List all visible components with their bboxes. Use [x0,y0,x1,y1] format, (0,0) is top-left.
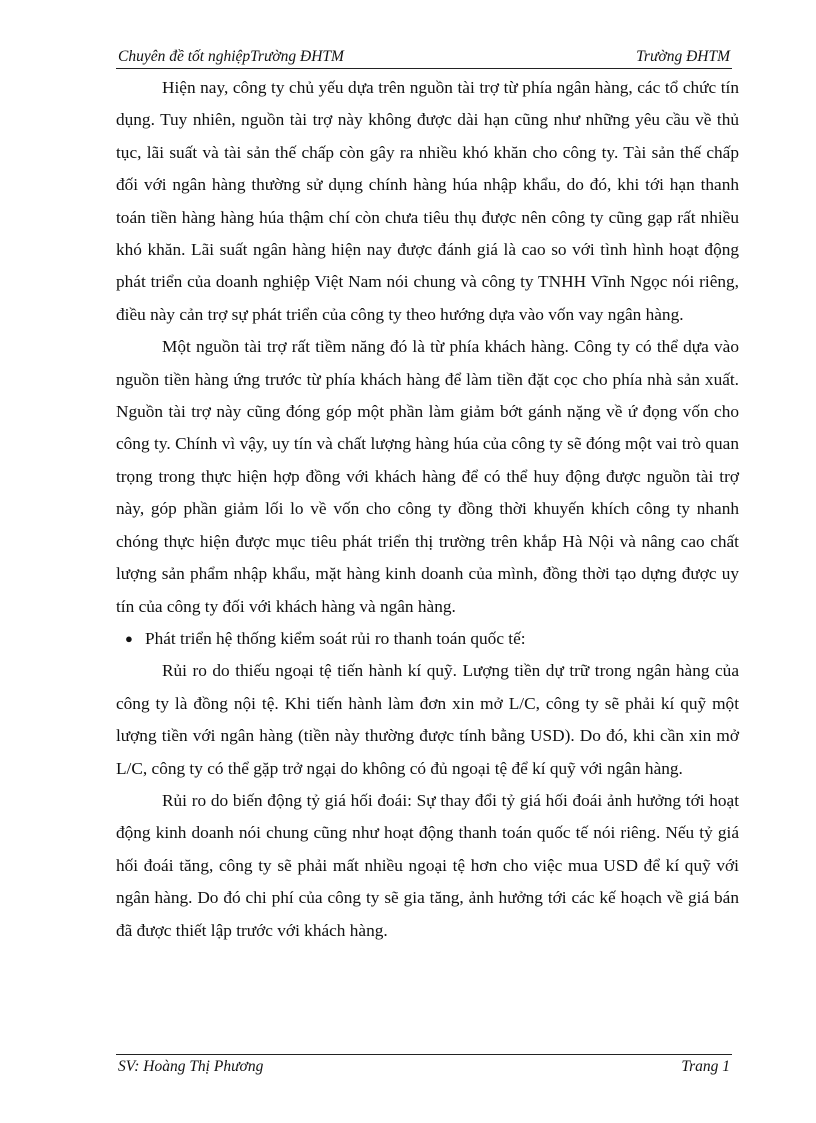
footer-student: SV: Hoàng Thị Phương [118,1058,264,1075]
paragraph-risk-exchange-rate: Rủi ro do biến động tỷ giá hối đoái: Sự thay đổi tỷ giá hối đoái ảnh hưởng tới hoạt động kinh doanh nói chung cũng như hoạt động thanh toán quốc tế nói riêng. Nếu tỷ giá hối đoái tăng, công ty sẽ phải mất nhiều ngoại tệ hơn cho việc mua USD để kí quỹ với ngân hàng. Do đó chi phí của công ty sẽ gia tăng, ảnh hưởng tới các kế hoạch về giá bán đã được thiết lập trước với khách hàng. [116,790,739,940]
page-footer [116,1054,732,1075]
page-header [116,46,732,69]
bullet-dot-icon: ● [125,630,133,646]
bullet-item [116,623,739,655]
header-title: Chuyên đề tốt nghiệpTrường ĐHTM [118,48,344,65]
bullet-text: Phát triển hệ thống kiểm soát rủi ro thanh toán quốc tế: [145,628,526,648]
paragraph-funding-banks: Hiện nay, công ty chủ yếu dựa trên nguồn tài trợ từ phía ngân hàng, các tổ chức tín dụng. Tuy nhiên, nguồn tài trợ này không được dài hạn cũng như những yêu cầu về thủ tục, lãi suất và tài sản thế chấp còn gây ra nhiều khó khăn cho công ty. Tài sản thế chấp đối với ngân hàng thường sử dụng chính hàng húa nhập khẩu, do đó, khi tới hạn thanh toán tiền hàng hàng húa thậm chí còn chưa tiêu thụ được nên công ty cũng gạp rất nhiều khó khăn. Lãi suất ngân hàng hiện nay được đánh giá là cao so với tình hình hoạt động phát triển của doanh nghiệp Việt Nam nói chung và công ty TNHH Vĩnh Ngọc nói riêng, điều này cản trợ sự phát triển của công ty theo hướng dựa vào vốn vay ngân hàng. [116,78,739,324]
footer-page-number: Trang 1 [681,1058,730,1075]
document-body [116,72,739,947]
header-school: Trường ĐHTM [636,48,730,65]
paragraph-risk-currency: Rủi ro do thiếu ngoại tệ tiến hành kí quỹ. Lượng tiền dự trữ trong ngân hàng của công ty là đồng nội tệ. Khi tiến hành làm đơn xin mở L/C, công ty sẽ phải kí quỹ một lượng tiền với ngân hàng (tiền này thường được tính bằng USD). Do đó, khi cần xin mở L/C, công ty có thể gặp trở ngại do không có đủ ngoại tệ để kí quỹ với ngân hàng. [116,661,739,778]
paragraph-funding-customers: Một nguồn tài trợ rất tiềm năng đó là từ phía khách hàng. Công ty có thể dựa vào nguồn tiền hàng ứng trước từ phía khách hàng để làm tiền đặt cọc cho phía nhà sản xuất. Nguồn tài trợ này cũng đóng góp một phần làm giảm bớt gánh nặng về ứ đọng vốn cho công ty. Chính vì vậy, uy tín và chất lượng hàng húa của công ty sẽ đóng một vai trò quan trọng trong thực hiện hợp đồng với khách hàng để có thể huy động được nguồn tài trợ này, góp phần giảm lối lo về vốn cho công ty đồng thời khuyến khích công ty nhanh chóng thực hiện được mục tiêu phát triển thị trường trên khắp Hà Nội và nâng cao chất lượng sản phẩm nhập khẩu, mặt hàng kinh doanh của mình, đồng thời tạo dựng được uy tín của công ty đối với khách hàng và ngân hàng. [116,337,739,616]
